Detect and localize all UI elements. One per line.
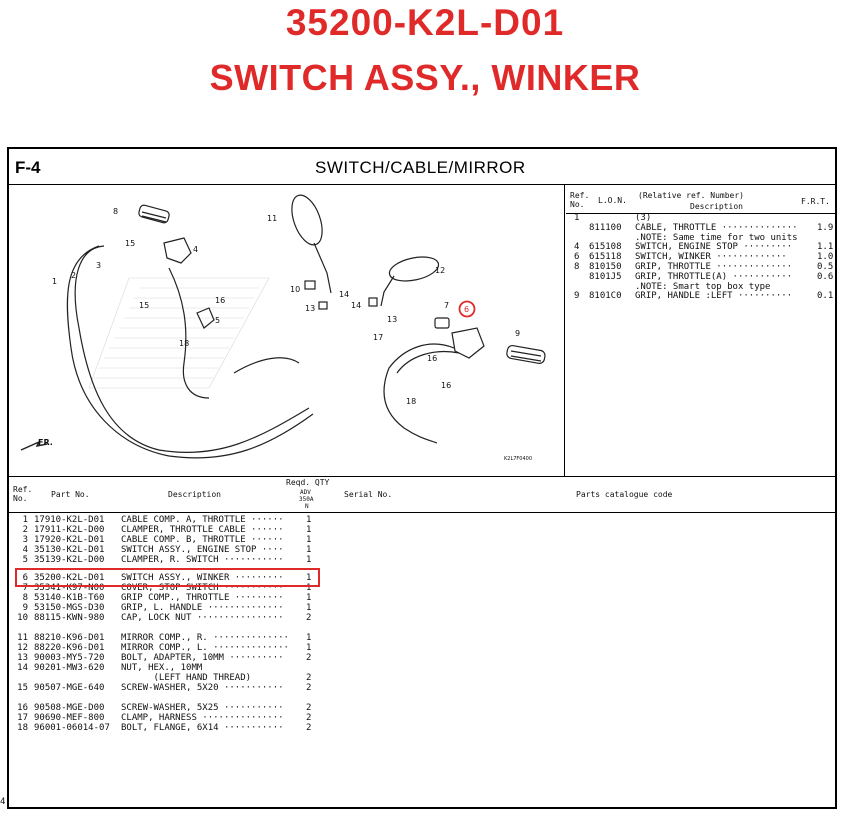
table-row	[14, 525, 344, 535]
table-row	[14, 723, 344, 733]
row-qty: 1	[306, 525, 312, 535]
table-row	[14, 603, 344, 613]
row-description: (LEFT HAND THREAD)	[121, 673, 252, 683]
row-part-no: 90201-MW3-620	[34, 663, 105, 673]
row-ref: 6	[22, 573, 28, 583]
row-description: SWITCH ASSY., ENGINE STOP ····	[121, 545, 284, 555]
table-row	[14, 663, 344, 673]
parts-header-model: ADV	[300, 489, 311, 496]
row-ref: 13	[17, 653, 28, 663]
ref-row-lon: 810150	[589, 262, 622, 272]
row-qty: 1	[306, 515, 312, 525]
callout: 17	[373, 333, 384, 342]
row-part-no: 35130-K2L-D01	[34, 545, 105, 555]
row-ref: 9	[22, 603, 28, 613]
row-description: SCREW-WASHER, 5X20 ···········	[121, 683, 284, 693]
row-description: GRIP COMP., THROTTLE ·········	[121, 593, 284, 603]
row-qty: 2	[306, 673, 312, 683]
row-ref: 7	[22, 583, 28, 593]
parts-header-model-code: 350A	[299, 496, 314, 503]
callout-labels	[38, 207, 532, 462]
row-description: MIRROR COMP., R. ··············	[121, 633, 289, 643]
callout: 15	[125, 239, 136, 248]
figure-label: F-4	[15, 158, 41, 177]
row-ref: 11	[17, 633, 28, 643]
row-ref: 4	[22, 545, 28, 555]
diagram-code: K2L7F0400	[504, 456, 533, 462]
row-description: SCREW-WASHER, 5X25 ···········	[121, 703, 284, 713]
table-row	[14, 613, 344, 623]
diagram-divider	[564, 184, 565, 476]
parts-header-model-type: N	[305, 503, 309, 510]
row-description: BOLT, ADAPTER, 10MM ··········	[121, 653, 284, 663]
row-qty: 2	[306, 653, 312, 663]
row-description: CABLE COMP. A, THROTTLE ······	[121, 515, 284, 525]
row-qty: 1	[306, 555, 312, 565]
row-qty: 1	[306, 545, 312, 555]
ref-row-frt: 0.5	[817, 262, 834, 272]
callout: 16	[441, 381, 452, 390]
ref-table-header-frt: F.R.T.	[801, 197, 830, 206]
callout: 2	[71, 271, 77, 280]
row-description: GRIP, L. HANDLE ··············	[121, 603, 284, 613]
row-qty: 1	[306, 583, 312, 593]
row-ref: 17	[17, 713, 28, 723]
ref-table-header-relative: (Relative ref. Number)	[638, 191, 744, 200]
table-row	[14, 643, 344, 653]
ref-row-description: GRIP, THROTTLE(A) ···········	[635, 271, 793, 282]
row-description: CAP, LOCK NUT ················	[121, 613, 284, 623]
parts-header-ref: Ref. No.	[13, 485, 33, 503]
parts-header-part-no: Part No.	[51, 490, 90, 499]
callout: 13	[305, 304, 316, 313]
row-part-no: 35200-K2L-D01	[34, 573, 105, 583]
row-part-no: 53150-MGS-D30	[34, 603, 105, 613]
callout: 3	[96, 261, 102, 270]
callout: 8	[113, 207, 119, 216]
row-part-no: 90690-MEF-800	[34, 713, 105, 723]
row-part-no: 90003-MY5-720	[34, 653, 105, 663]
ref-row-frt: 1.0	[817, 252, 834, 263]
callout: 5	[215, 316, 221, 325]
row-qty: 2	[306, 703, 312, 713]
row-description: BOLT, FLANGE, 6X14 ···········	[121, 723, 284, 733]
front-label: FR.	[38, 438, 53, 447]
row-part-no: 88115-KWN-980	[34, 613, 105, 623]
row-part-no: 96001-06014-07	[34, 723, 110, 733]
callout: 16	[427, 354, 438, 363]
callout: 10	[290, 285, 301, 294]
ref-row-lon: 811100	[589, 222, 622, 233]
title-divider	[7, 184, 837, 185]
ref-row-description: (3)	[635, 213, 652, 223]
ref-row-frt: 1.1	[817, 242, 834, 253]
ref-row-ref: 8	[574, 262, 580, 272]
ref-row-frt: 0.6	[817, 271, 834, 282]
ref-row-ref: 6	[574, 252, 580, 263]
ref-row-description: .NOTE: Same time for two units	[635, 232, 798, 243]
table-row	[14, 653, 344, 663]
figure-title: SWITCH/CABLE/MIRROR	[315, 158, 526, 177]
callout: 18	[406, 397, 417, 406]
row-ref: 3	[22, 535, 28, 545]
row-qty: 1	[306, 633, 312, 643]
row-part-no: 88210-K96-D01	[34, 633, 105, 643]
diagram-bottom-divider	[7, 476, 837, 477]
row-ref: 5	[22, 555, 28, 565]
table-row	[14, 535, 344, 545]
row-part-no: 17911-K2L-D00	[34, 525, 105, 535]
callout: 18	[179, 339, 190, 348]
table-row	[14, 673, 344, 683]
ref-row-lon: 8101J5	[589, 271, 622, 282]
ref-row-description: CABLE, THROTTLE ··············	[635, 222, 798, 233]
callout: 1	[52, 277, 58, 286]
table-row	[14, 703, 344, 713]
ref-row-ref: 9	[574, 291, 580, 302]
callout: 12	[435, 266, 446, 275]
callout: 14	[351, 301, 362, 310]
table-row	[14, 633, 344, 643]
ref-row-description: SWITCH, ENGINE STOP ·········	[635, 242, 793, 253]
ref-row-description: GRIP, THROTTLE ··············	[635, 262, 793, 272]
ref-table-header-lon: L.O.N.	[598, 196, 627, 205]
ref-row-lon: 615108	[589, 242, 622, 253]
row-qty: 2	[306, 613, 312, 623]
row-qty: 2	[306, 713, 312, 723]
callout: 4	[193, 245, 199, 254]
callout: 7	[444, 301, 450, 310]
row-part-no: 53140-K1B-T60	[34, 593, 105, 603]
callout: 15	[139, 301, 150, 310]
row-ref: 12	[17, 643, 28, 653]
ref-row-lon: 8101C0	[589, 291, 622, 302]
ref-row-ref: 1	[574, 213, 580, 223]
part-name-heading: SWITCH ASSY., WINKER	[209, 57, 641, 98]
ref-row-frt: 0.1	[817, 291, 834, 302]
row-qty: 1	[306, 535, 312, 545]
row-description: COVER, STOP SWITCH ···········	[121, 583, 284, 593]
table-row	[14, 683, 344, 693]
row-description: CABLE COMP. B, THROTTLE ······	[121, 535, 284, 545]
ref-row-description: .NOTE: Smart top box type	[635, 281, 771, 292]
row-description: MIRROR COMP., L. ··············	[121, 643, 289, 653]
ref-row-ref: 4	[574, 242, 580, 253]
highlighted-callout: 6	[464, 305, 470, 314]
ref-table-rule	[566, 213, 836, 214]
row-qty: 1	[306, 643, 312, 653]
row-description: CLAMPER, THROTTLE CABLE ······	[121, 525, 284, 535]
ref-row-description: SWITCH, WINKER ·············	[635, 252, 787, 263]
table-row	[14, 545, 344, 555]
callout: 16	[215, 296, 226, 305]
row-ref: 10	[17, 613, 28, 623]
table-row	[14, 515, 344, 525]
ref-table-header-description: Description	[690, 202, 743, 211]
exploded-diagram	[9, 188, 563, 474]
callout: 11	[267, 214, 278, 223]
row-description: NUT, HEX., 10MM	[121, 663, 203, 673]
row-ref: 14	[17, 663, 28, 673]
row-description: CLAMPER, R. SWITCH ···········	[121, 555, 284, 565]
row-part-no: 35139-K2L-D00	[34, 555, 105, 565]
row-qty: 1	[306, 573, 312, 583]
row-part-no: 17920-K2L-D01	[34, 535, 105, 545]
row-qty: 1	[306, 603, 312, 613]
parts-header-description: Description	[168, 490, 221, 499]
ref-table-header-ref: Ref. No.	[570, 191, 590, 209]
row-part-no: 88220-K96-D01	[34, 643, 105, 653]
row-part-no: 90507-MGE-640	[34, 683, 105, 693]
row-part-no: 90508-MGE-D00	[34, 703, 105, 713]
callout: 13	[387, 315, 398, 324]
row-description: CLAMP, HARNESS ···············	[121, 713, 284, 723]
row-ref: 1	[22, 515, 28, 525]
callout: 14	[339, 290, 350, 299]
ref-row-description: GRIP, HANDLE :LEFT ··········	[635, 291, 793, 302]
ref-row-lon: 615118	[589, 252, 622, 263]
table-row	[14, 713, 344, 723]
parts-header-qty: Reqd. QTY	[286, 478, 330, 487]
callout: 9	[515, 329, 521, 338]
parts-header-divider	[7, 512, 837, 513]
row-ref: 8	[22, 593, 28, 603]
row-ref: 16	[17, 703, 28, 713]
row-qty: 2	[306, 683, 312, 693]
highlighted-row-box	[15, 568, 320, 587]
row-description: SWITCH ASSY., WINKER ·········	[121, 573, 284, 583]
row-ref: 18	[17, 723, 28, 733]
table-row	[14, 555, 344, 565]
row-part-no: 17910-K2L-D01	[34, 515, 105, 525]
parts-header-catalogue: Parts catalogue code	[576, 490, 673, 499]
row-qty: 2	[306, 723, 312, 733]
parts-header-serial: Serial No.	[344, 490, 393, 499]
table-row	[14, 593, 344, 603]
row-part-no: 35341-K97-N00	[34, 583, 105, 593]
part-number-heading: 35200-K2L-D01	[285, 2, 565, 43]
row-ref: 2	[22, 525, 28, 535]
ref-row-frt: 1.9	[817, 222, 834, 233]
row-ref: 15	[17, 683, 28, 693]
row-qty: 1	[306, 593, 312, 603]
margin-mark: 4	[0, 797, 6, 807]
